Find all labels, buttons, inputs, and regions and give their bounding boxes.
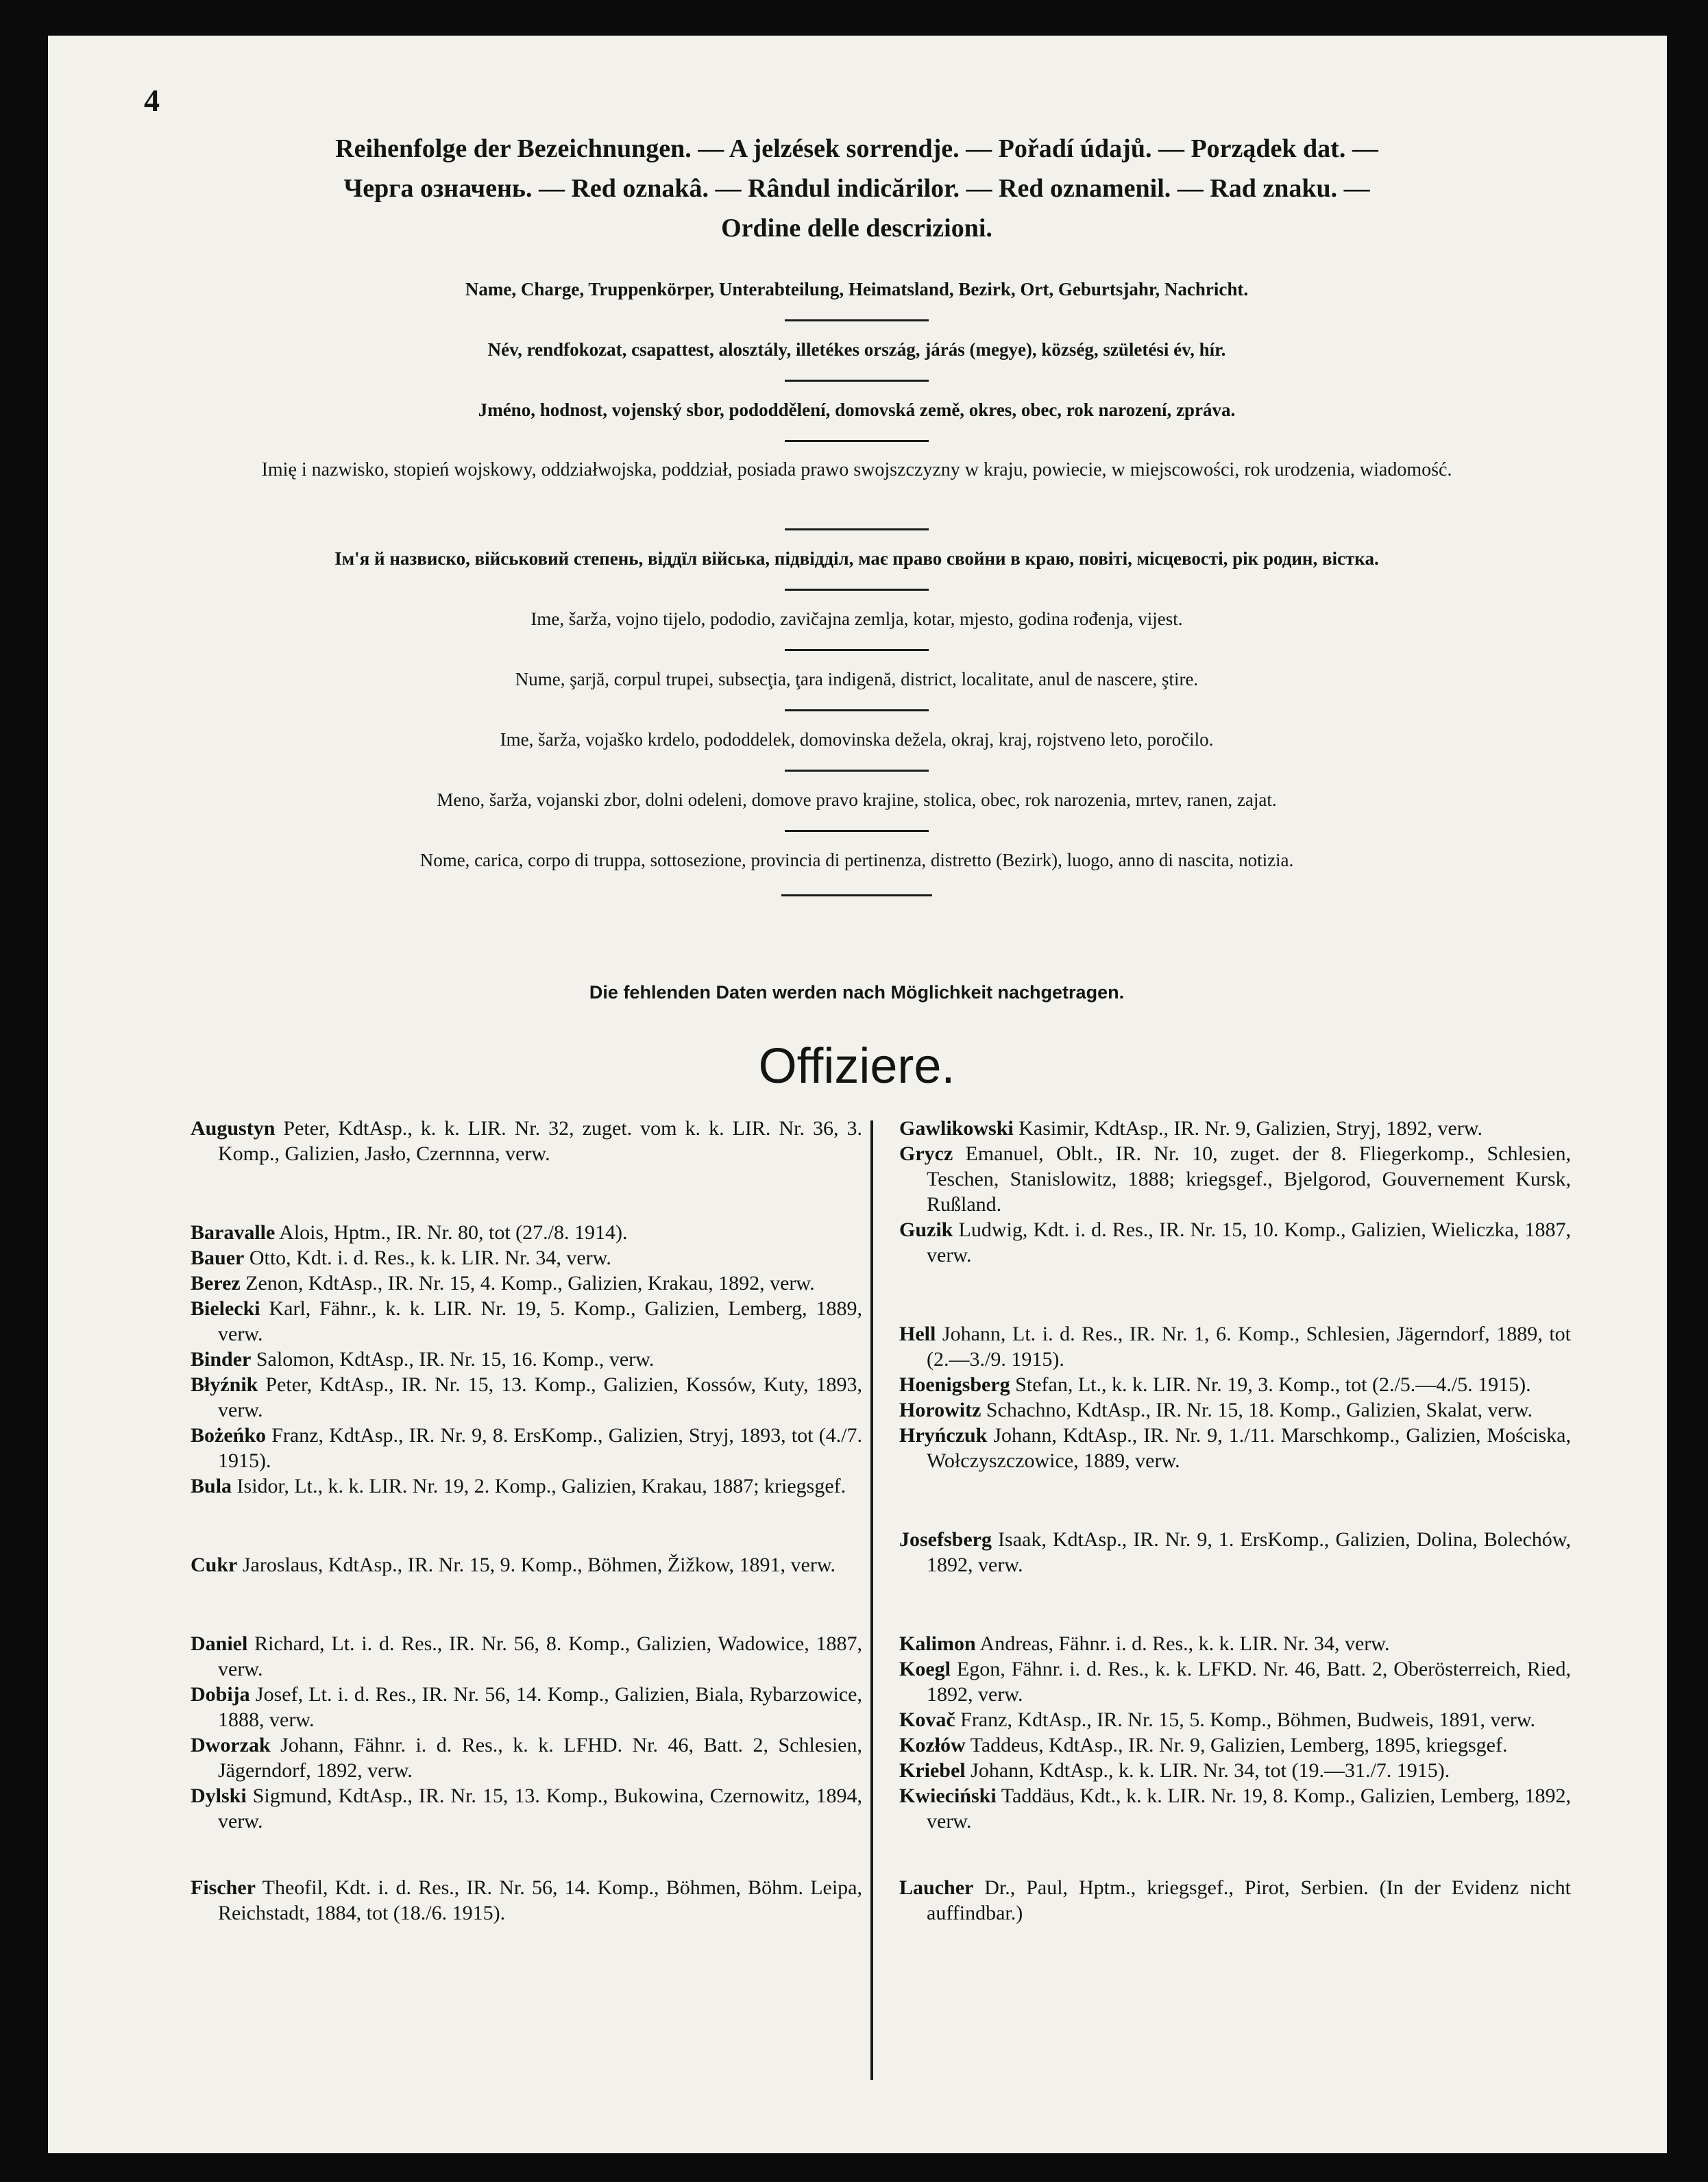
entry-surname: Dylski [191,1785,247,1807]
legend-slovenian: Ime, šarža, vojaško krdelo, pododdelek, domovinska dežela, okraj, kraj, rojstveno leto, poročilo. [500,729,1214,750]
list-entry [191,1473,862,1499]
list-entry [899,1423,1571,1473]
page-header [154,129,1559,248]
separator-rule [785,589,929,591]
list-entry [899,1758,1571,1783]
entry-surname: Berez [191,1272,241,1295]
entry-surname: Hoenigsberg [899,1373,1010,1396]
list-entry [191,1423,862,1473]
entry-details: Isaak, KdtAsp., IR. Nr. 9, 1. ErsKomp., Galizien, Dolina, Bolechów, 1892, verw. [927,1528,1571,1576]
entry-surname: Baravalle [191,1221,276,1244]
right-column [899,1116,1571,1926]
entry-details: Johann, KdtAsp., k. k. LIR. Nr. 34, tot (19.—31./7. 1915). [965,1759,1450,1782]
entry-details: Isidor, Lt., k. k. LIR. Nr. 19, 2. Komp., Galizien, Krakau, 1887; kriegsgef. [232,1475,846,1497]
entry-surname: Daniel [191,1632,248,1655]
legend-czech: Jméno, hodnost, vojenský sbor, pododdělení, domovská země, okres, obec, rok narození, zpráva. [478,400,1236,420]
entry-details: Peter, KdtAsp., IR. Nr. 15, 13. Komp., Galizien, Kossów, Kuty, 1893, verw. [218,1373,862,1421]
entry-details: Stefan, Lt., k. k. LIR. Nr. 19, 3. Komp., tot (2./5.—4./5. 1915). [1010,1373,1531,1396]
list-entry [191,1732,862,1783]
list-entry [191,1875,862,1926]
legend-hungarian: Név, rendfokozat, csapattest, alosztály, illetékes ország, járás (megye), község, születési év, hír. [487,339,1226,360]
entry-surname: Laucher [899,1876,974,1899]
letter-gap [899,1834,1571,1875]
separator-rule [785,830,929,832]
entry-details: Franz, KdtAsp., IR. Nr. 15, 5. Komp., Böhmen, Budweis, 1891, verw. [955,1708,1535,1731]
separator-rule [785,709,929,711]
field-order-legend [178,278,1535,896]
list-entry [191,1682,862,1732]
legend-german: Name, Charge, Truppenkörper, Unterabteilung, Heimatsland, Bezirk, Ort, Geburtsjahr, Nachricht. [465,279,1249,299]
entry-surname: Grycz [899,1142,953,1165]
list-entry [899,1321,1571,1372]
entry-details: Egon, Fähnr. i. d. Res., k. k. LFKD. Nr. 46, Batt. 2, Oberösterreich, Ried, 1892, verw. [927,1658,1571,1706]
entry-details: Josef, Lt. i. d. Res., IR. Nr. 56, 14. Komp., Galizien, Biala, Rybarzowice, 1888, verw. [218,1683,862,1731]
letter-gap [899,1268,1571,1321]
header-line: Reihenfolge der Bezeichnungen. — A jelzések sorrendje. — Pořadí údajů. — Porządek dat. — [335,134,1378,163]
entry-surname: Dworzak [191,1734,271,1756]
legend-slovak: Meno, šarža, vojanski zbor, dolni odeleni, domove pravo krajine, stolica, obec, rok narozenia, mrtev, ranen, zajat. [437,789,1277,810]
list-entry [191,1220,862,1245]
entry-surname: Błyźnik [191,1373,258,1396]
separator-rule [785,528,929,530]
entry-details: Schachno, KdtAsp., IR. Nr. 15, 18. Komp., Galizien, Skalat, verw. [981,1399,1533,1421]
separator-rule [785,380,929,382]
entry-surname: Gawlikowski [899,1117,1014,1140]
list-entry [191,1271,862,1296]
entry-surname: Kozłów [899,1734,966,1756]
header-line: Черга означень. — Red oznakâ. — Rândul indicărilor. — Red oznamenil. — Rad znaku. — [343,174,1370,203]
entry-surname: Bożeńko [191,1424,267,1447]
entry-details: Taddeus, KdtAsp., IR. Nr. 9, Galizien, Lemberg, 1895, kriegsgef. [965,1734,1508,1756]
entry-details: Sigmund, KdtAsp., IR. Nr. 15, 13. Komp., Bukowina, Czernowitz, 1894, verw. [218,1785,862,1832]
entry-details: Jaroslaus, KdtAsp., IR. Nr. 15, 9. Komp., Böhmen, Žižkow, 1891, verw. [237,1554,836,1576]
list-entry [191,1347,862,1372]
entry-surname: Kovač [899,1708,955,1731]
letter-gap [899,1473,1571,1527]
entry-surname: Guzik [899,1218,953,1241]
list-entry [899,1397,1571,1423]
entry-details: Ludwig, Kdt. i. d. Res., IR. Nr. 15, 10. Komp., Galizien, Wieliczka, 1887, verw. [927,1218,1571,1266]
letter-gap [899,1578,1571,1631]
list-entry [191,1116,862,1166]
list-entry [191,1552,862,1578]
entry-details: Salomon, KdtAsp., IR. Nr. 15, 16. Komp., verw. [251,1348,655,1371]
list-entry [191,1372,862,1423]
entry-surname: Bauer [191,1247,245,1269]
entry-surname: Koegl [899,1658,951,1680]
entry-details: Alois, Hptm., IR. Nr. 80, tot (27./8. 1914). [275,1221,628,1244]
list-entry [899,1217,1571,1268]
list-entry [899,1631,1571,1656]
entry-details: Franz, KdtAsp., IR. Nr. 9, 8. ErsKomp., Galizien, Stryj, 1893, tot (4./7. 1915). [218,1424,862,1472]
list-entry [899,1875,1571,1926]
entry-surname: Kalimon [899,1632,976,1655]
entry-surname: Augustyn [191,1117,276,1140]
entry-surname: Cukr [191,1554,238,1576]
entry-details: Zenon, KdtAsp., IR. Nr. 15, 4. Komp., Galizien, Krakau, 1892, verw. [240,1272,815,1295]
letter-gap [191,1578,862,1631]
list-entry [191,1245,862,1271]
entry-details: Dr., Paul, Hptm., kriegsgef., Pirot, Serbien. (In der Evidenz nicht auffindbar.) [927,1876,1571,1924]
header-line: Ordine delle descrizioni. [721,214,992,243]
legend-romanian: Nume, şarjă, corpul trupei, subsecţia, ţara indigenă, district, localitate, anul de nascere, ştire. [515,669,1199,689]
separator-rule [781,894,932,896]
left-column [191,1116,862,1926]
entry-surname: Binder [191,1348,252,1371]
entry-surname: Horowitz [899,1399,981,1421]
entry-surname: Bielecki [191,1297,260,1320]
entry-surname: Josefsberg [899,1528,992,1551]
column-divider [870,1120,873,2080]
separator-rule [785,770,929,772]
legend-croatian: Ime, šarža, vojno tijelo, pododio, zavičajna zemlja, kotar, mjesto, godina rođenja, vijest. [530,609,1183,629]
entry-details: Karl, Fähnr., k. k. LIR. Nr. 19, 5. Komp., Galizien, Lemberg, 1889, verw. [218,1297,862,1345]
separator-rule [785,319,929,321]
entry-surname: Dobija [191,1683,250,1706]
entry-details: Peter, KdtAsp., k. k. LIR. Nr. 32, zuget. vom k. k. LIR. Nr. 36, 3. Komp., Galizien, Jasło, Czernnna, verw. [218,1117,862,1165]
missing-data-notice: Die fehlenden Daten werden nach Möglichkeit nachgetragen. [589,982,1125,1003]
entry-surname: Kriebel [899,1759,966,1782]
legend-italian: Nome, carica, corpo di truppa, sottosezione, provincia di pertinenza, distretto (Bezirk), luogo, anno di nascita, notizia. [419,850,1294,870]
entry-details: Emanuel, Oblt., IR. Nr. 10, zuget. der 8. Fliegerkomp., Schlesien, Teschen, Stanislowitz, 1888; kriegsgef., Bjelgorod, Gouvernement Kursk, Rußland. [927,1142,1571,1216]
list-entry [899,1372,1571,1397]
list-entry [191,1631,862,1682]
entry-details: Richard, Lt. i. d. Res., IR. Nr. 56, 8. Komp., Galizien, Wadowice, 1887, verw. [218,1632,862,1680]
section-title: Offiziere. [758,1039,955,1094]
letter-gap [191,1834,862,1875]
list-entry [899,1707,1571,1732]
list-entry [899,1732,1571,1758]
entry-surname: Hell [899,1323,936,1345]
page-number: 4 [144,83,160,118]
entry-details: Johann, Fähnr. i. d. Res., k. k. LFHD. Nr. 46, Batt. 2, Schlesien, Jägerndorf, 1892, verw. [218,1734,862,1782]
entry-details: Johann, KdtAsp., IR. Nr. 9, 1./11. Marschkomp., Galizien, Mościska, Wołczyszczowice, 1889, verw. [927,1424,1571,1472]
letter-gap [191,1166,862,1220]
separator-rule [785,649,929,651]
entry-details: Taddäus, Kdt., k. k. LIR. Nr. 19, 8. Komp., Galizien, Lemberg, 1892, verw. [927,1785,1571,1832]
entry-surname: Kwieciński [899,1785,997,1807]
entry-details: Otto, Kdt. i. d. Res., k. k. LIR. Nr. 34, verw. [244,1247,611,1269]
list-entry [899,1656,1571,1707]
entry-details: Kasimir, KdtAsp., IR. Nr. 9, Galizien, Stryj, 1892, verw. [1013,1117,1483,1140]
legend-ukrainian: Ім'я й назвиско, військовий степень, віддїл війська, підвідділ, має право свойни в краю, повіті, місцевості, рік родин, вістка. [334,548,1379,569]
entry-surname: Bula [191,1475,232,1497]
list-entry [899,1527,1571,1578]
entry-details: Johann, Lt. i. d. Res., IR. Nr. 1, 6. Komp., Schlesien, Jägerndorf, 1889, tot (2.—3./9. 1915). [927,1323,1571,1371]
entry-details: Theofil, Kdt. i. d. Res., IR. Nr. 56, 14. Komp., Böhmen, Böhm. Leipa, Reichstadt, 1884, tot (18./6. 1915). [218,1876,862,1924]
letter-gap [191,1499,862,1552]
list-entry [899,1116,1571,1141]
entry-surname: Hryńczuk [899,1424,988,1447]
list-entry [191,1783,862,1834]
list-entry [191,1296,862,1347]
entry-surname: Fischer [191,1876,256,1899]
entry-details: Andreas, Fähnr. i. d. Res., k. k. LIR. Nr. 34, verw. [975,1632,1390,1655]
list-entry [899,1783,1571,1834]
separator-rule [785,440,929,442]
legend-polish: Imię i nazwisko, stopień wojskowy, oddziałwojska, poddział, posiada prawo swojszczyzny w kraju, powiecie, w miejscowości, rok urodzenia, wiadomość. [261,459,1452,480]
list-entry [899,1141,1571,1217]
